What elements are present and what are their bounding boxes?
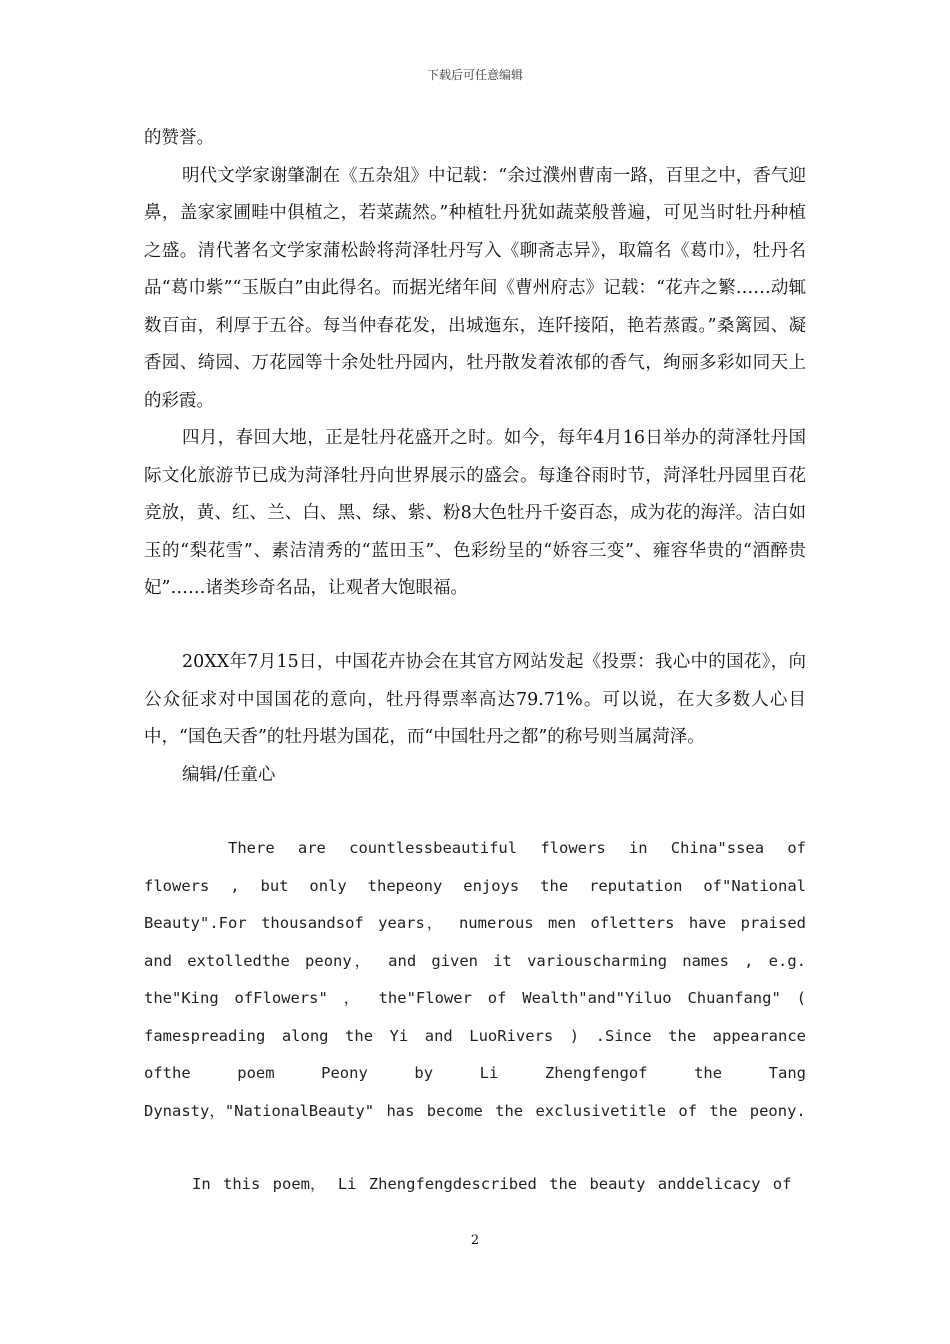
- paragraph-2: 明代文学家谢肇淛在《五杂俎》中记载：“余过濮州曹南一路，百里之中，香气迎鼻，盖家家圃畦中俱植之，若菜蔬然。”种植牡丹犹如蔬菜般普遍，可见当时牡丹种植之盛。清代著名文学家蒲松龄将菏泽牡丹写入《聊斋志异》，取篇名《葛巾》，牡丹名品“葛巾紫”“玉版白”由此得名。而据光绪年间《曹州府志》记载：“花卉之繁……动辄数百亩，利厚于五谷。每当仲春花发，出城迤东，连阡接陌，艳若蒸霞。”桑篱园、凝香园、绮园、万花园等十余处牡丹园内，牡丹散发着浓郁的香气，绚丽多彩如同天上的彩霞。: [144, 165, 806, 411]
- paragraph-1: 的赞誉。: [144, 128, 214, 148]
- english-section-2: [144, 1166, 806, 1204]
- paragraph-3: 四月，春回大地，正是牡丹花盛开之时。如今，每年4月16日举办的菏泽牡丹国际文化旅游节已成为菏泽牡丹向世界展示的盛会。每逢谷雨时节，菏泽牡丹园里百花竞放，黄、红、兰、白、黑、绿、紫、粉8大色牡丹千姿百态，成为花的海洋。洁白如玉的“梨花雪”、素洁清秀的“蓝田玉”、色彩纷呈的“娇容三变”、雍容华贵的“酒醉贵妃”……诸类珍奇名品，让观者大饱眼福。: [144, 428, 806, 598]
- page-header: 下载后可任意编辑: [426, 68, 523, 82]
- english-paragraph-1: There are countlessbeautiful flowers in China"ssea of flowers , but only thepeony enjoys the reputation of"National Beauty".For thousandsof years， numerous men ofletters have praised and extolledthe peony， and given it variouscharming names , e.g. the"King ofFlowers" ， the"Flower of Wealth"and"Yiluo Chuanfang" ( famespreading along the Yi and LuoRivers ) .Since the appearance ofthe poem Peony by Li Zhengfengof the Tang Dynasty，"NationalBeauty" has become the exclusivetitle of the peony.: [144, 839, 806, 1120]
- english-paragraph-2: In this poem， Li Zhengfengdescribed the beauty anddelicacy of: [192, 1175, 792, 1193]
- chinese-section: [144, 120, 806, 608]
- editor-credit: 编辑/任童心: [182, 764, 276, 785]
- page-number: 2: [470, 1233, 480, 1248]
- english-section: [144, 830, 806, 1130]
- paragraph-4: 20XX年7月15日，中国花卉协会在其官方网站发起《投票：我心中的国花》，向公众征求对中国国花的意向，牡丹得票率高达79.71%。可以说，在大多数人心目中，“国色天香”的牡丹堪为国花，而“中国牡丹之都”的称号则当属菏泽。: [144, 652, 806, 747]
- chinese-section-2: [144, 644, 806, 794]
